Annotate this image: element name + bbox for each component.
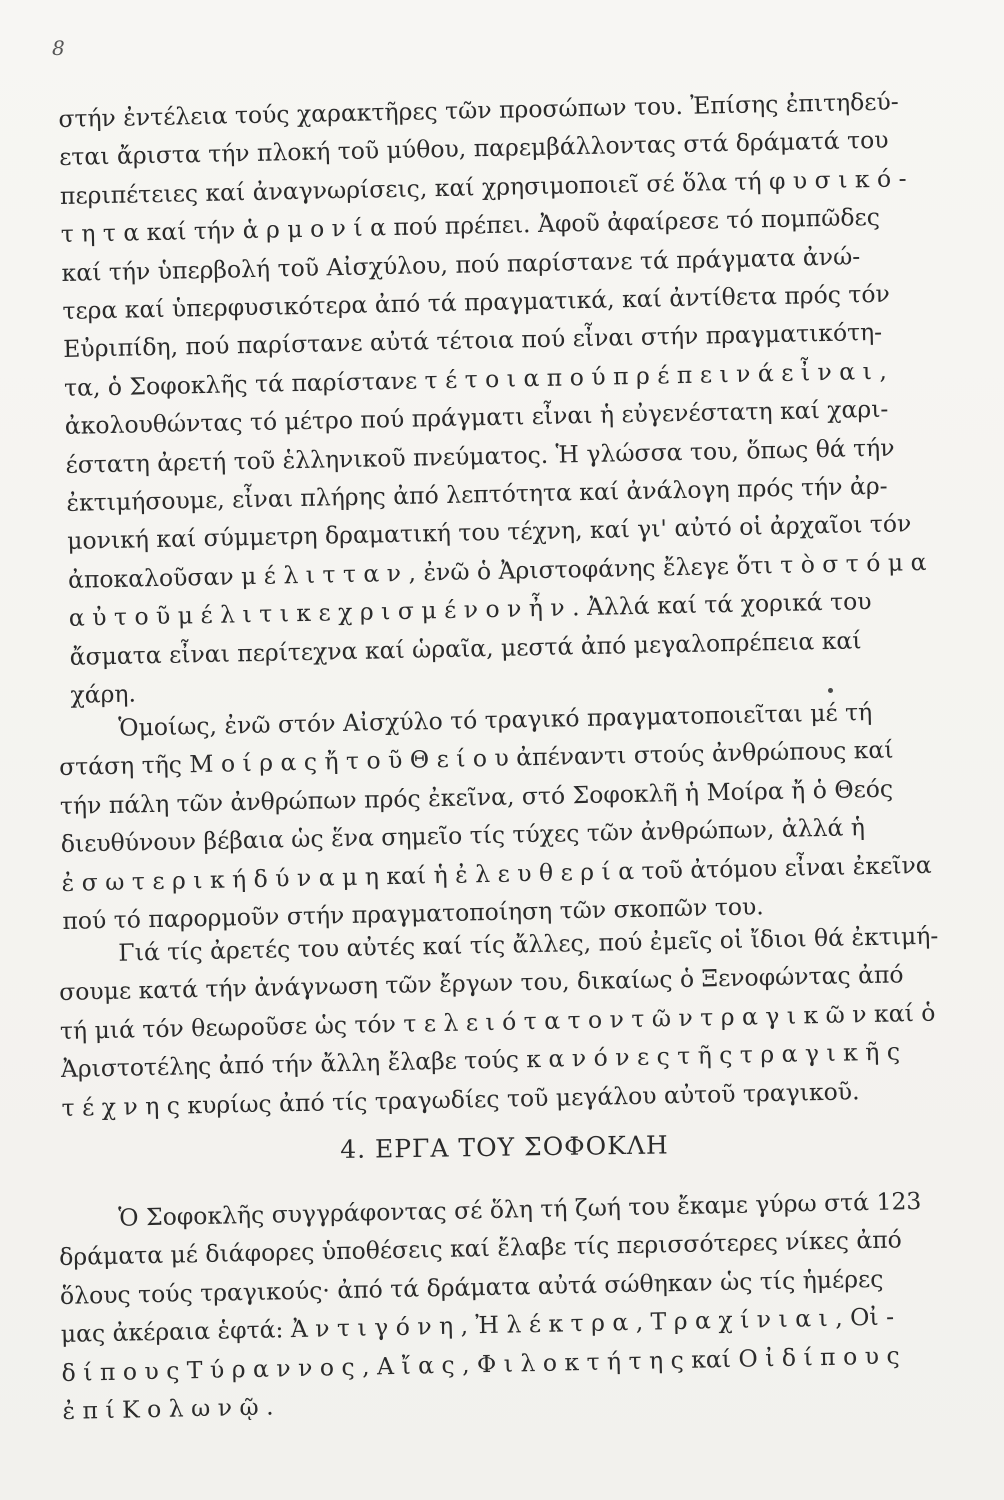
text-line: ἐ π ί Κ ο λ ω ν ῷ . [62,1392,274,1425]
text-line: διευθύνουν βέβαια ὡς ἕνα σημεῖο τίς τύχες τῶν ἀνθρώπων, ἀλλά ἡ [60,813,866,859]
text-line: τ έ χ ν η ς κυρίως ἀπό τίς τραγωδίες τοῦ μεγάλου αὐτοῦ τραγικοῦ. [61,1076,860,1122]
text-line: ἐ σ ω τ ε ρ ι κ ή δ ύ ν α μ η καί ἡ ἐ λ ε υ θ ε ρ ί α τοῦ ἀτόμου εἶναι ἐκεῖνα [61,850,932,897]
text-line: σουμε κατά τήν ἀνάγνωση τῶν ἔργων του, δικαίως ὁ Ξενοφώντας ἀπό [58,960,904,1007]
page-number: 8 [52,36,65,60]
text-line: πού τό παρορμοῦν στήν πραγματοποίηση τῶν σκοπῶν του. [62,892,764,935]
text-line: ἄσματα εἶναι περίτεχνα καί ὡραῖα, μεστά ἀπό μεγαλοπρέπεια καί [69,625,862,671]
text-line: καί τήν ὑπερβολή τοῦ Αἰσχύλου, πού παρίστανε τά πράγματα ἀνώ- [61,241,861,287]
section-heading: 4. ΕΡΓΑ ΤΟΥ ΣΟΦΟΚΛΗ [340,1130,669,1164]
paragraph-3 [58,916,952,1127]
text-line: δ ί π ο υ ς Τ ύ ρ α ν ν ο ς , Α ἴ α ς , Φ ι λ ο κ τ ή τ η ς καί Ο ἰ δ ί π ο υ ς [61,1341,900,1387]
text-line: ἀποκαλοῦσαν μ έ λ ι τ τ α ν , ἐνῶ ὁ Ἀριστοφάνης ἔλεγε ὅτι τ ὸ σ τ ό μ α [67,547,927,594]
paragraph-2 [58,691,953,940]
text-line: περιπέτειες καί ἀναγνωρίσεις, καί χρησιμοποιεῖ σέ ὅλα τή φ υ σ ι κ ό - [59,164,907,210]
text-line: τ η τ α καί τήν ἁ ρ μ ο ν ί α πού πρέπει. Ἀφοῦ ἀφαίρεσε τό πομπῶδες [60,203,881,249]
text-line: Ὁ Σοφοκλῆς συγγράφοντας σέ ὅλη τή ζωή του ἔκαμε γύρω στά 123 [118,1186,922,1232]
text-line: χάρη. [70,679,137,709]
text-line: μονική καί σύμμετρη δραματική του τέχνη, καί γι' αὐτό οἱ ἀρχαῖοι τόν [66,509,912,556]
section-paragraph [58,1181,953,1430]
text-line: α ὐ τ ο ῦ μ έ λ ι τ ι κ ε χ ρ ι σ μ έ ν ο ν ἦ ν . Ἀλλά καί τά χορικά του [68,587,872,633]
text-line: τή μιά τόν θεωροῦσε ὡς τόν τ ε λ ε ι ό τ α τ ο ν τ ῶ ν τ ρ α γ ι κ ῶ ν καί ὁ [59,998,936,1045]
text-line: Εὐριπίδη, πού παρίστανε αὐτά τέτοια πού εἶναι στήν πραγματικότη- [62,318,883,364]
text-line: στήν ἐντέλεια τούς χαρακτῆρες τῶν προσώπων του. Ἐπίσης ἐπιτηδεύ- [58,87,899,133]
text-line: στάση τῆς Μ ο ί ρ α ς ἤ τ ο ῦ Θ ε ί ο υ ἀπέναντι στούς ἀνθρώπους καί [58,735,894,782]
text-line: τα, ὁ Σοφοκλῆς τά παρίστανε τ έ τ ο ι α π ο ύ π ρ έ π ε ι ν ά ε ἶ ν α ι , [63,356,888,402]
paragraph-1 [58,81,961,714]
text-line: δράματα μέ διάφορες ὑποθέσεις καί ἔλαβε τίς περισσότερες νίκες ἀπό [58,1225,903,1272]
text-line: εται ἄριστα τήν πλοκή τοῦ μύθου, παρεμβάλλοντας στά δράματά του [58,126,889,172]
text-line: Ὁμοίως, ἐνῶ στόν Αἰσχύλο τό τραγικό πραγματοποιεῖται μέ τή [118,697,873,742]
text-line: τερα καί ὑπερφυσικότερα ἀπό τά πραγματικά, καί ἀντίθετα πρός τόν [62,279,891,325]
text-line: ἐκτιμήσουμε, εἶναι πλήρης ἀπό λεπτότητα καί ἀνάλογη πρός τήν ἀρ- [66,471,888,517]
text-line: ὅλους τούς τραγικούς· ἀπό τά δράματα αὐτά σώθηκαν ὡς τίς ἡμέρες [59,1264,884,1310]
text-line: μας ἀκέραια ἑφτά: Ἀ ν τ ι γ ό ν η , Ἠ λ έ κ τ ρ α , Τ ρ α χ ί ν ι α ι , Οἰ - [60,1302,895,1349]
text-line: ἀκολουθώντας τό μέτρο πού πράγματι εἶναι ἡ εὐγενέστατη καί χαρι- [64,394,889,441]
text-line: Ἀριστοτέλης ἀπό τήν ἄλλη ἔλαβε τούς κ α ν ό ν ε ς τ ῆ ς τ ρ α γ ι κ ῆ ς [60,1037,901,1084]
text-line: Γιά τίς ἀρετές του αὐτές καί τίς ἄλλες, πού ἐμεῖς οἱ ἴδιοι θά ἐκτιμή- [118,921,939,967]
text-line: τήν πάλη τῶν ἀνθρώπων πρός ἐκεῖνα, στό Σοφοκλῆ ἡ Μοίρα ἤ ὁ Θεός [59,774,894,820]
text-line: έστατη ἀρετή τοῦ ἑλληνικοῦ πνεύματος. Ἡ γλώσσα του, ὅπως θά τήν [65,433,895,479]
ink-dot [828,688,833,693]
